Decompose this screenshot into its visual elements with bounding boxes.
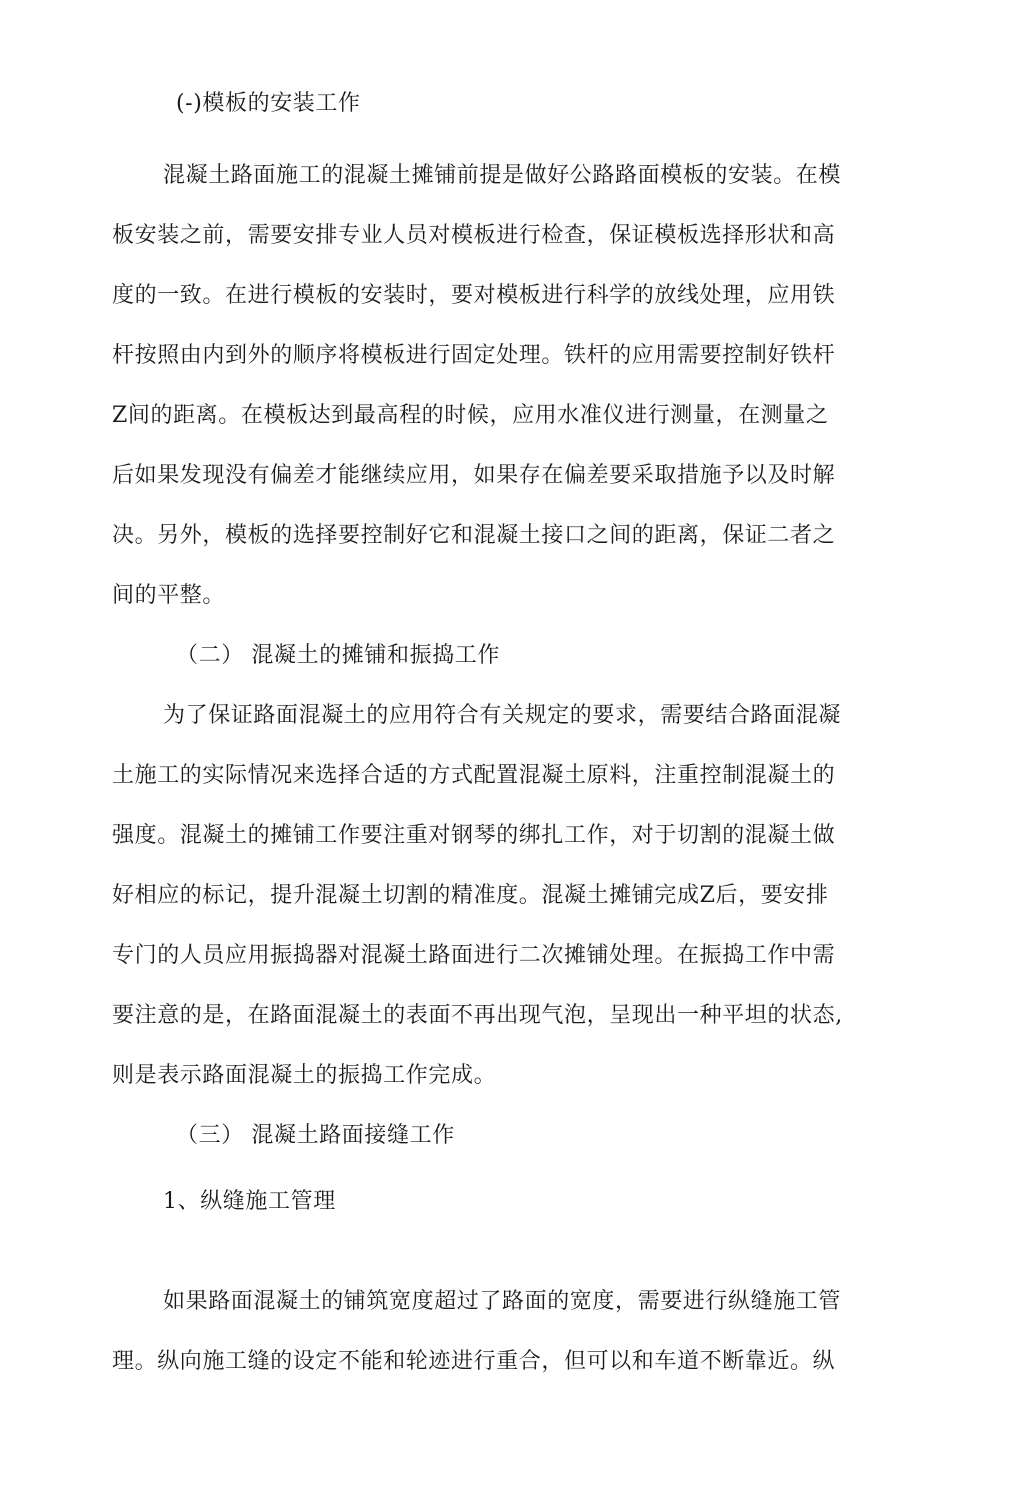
paragraph-line: 度的一致。在进行模板的安装时，要对模板进行科学的放线处理，应用铁 (112, 283, 836, 308)
paragraph-line: 间的平整。 (112, 583, 226, 608)
paragraph-line: 则是表示路面混凝土的振捣工作完成。 (112, 1063, 497, 1088)
paragraph-line: 强度。混凝土的摊铺工作要注重对钢琴的绑扎工作，对于切割的混凝土做 (112, 823, 836, 848)
subsection-heading-longitudinal: 1、纵缝施工管理 (163, 1189, 336, 1214)
section-heading-joints: （三） 混凝土路面接缝工作 (176, 1123, 455, 1148)
paragraph-line: 决。另外，模板的选择要控制好它和混凝土接口之间的距离，保证二者之 (112, 523, 836, 548)
paragraph-line: 专门的人员应用振捣器对混凝土路面进行二次摊铺处理。在振捣工作中需 (112, 943, 836, 968)
section-heading-formwork: (-)模板的安装工作 (176, 91, 361, 116)
section-heading-paving: （二） 混凝土的摊铺和振捣工作 (176, 643, 500, 668)
paragraph-line: 好相应的标记，提升混凝土切割的精准度。混凝土摊铺完成Z后，要安排 (112, 883, 829, 908)
paragraph-line: 杆按照由内到外的顺序将模板进行固定处理。铁杆的应用需要控制好铁杆 (112, 343, 836, 368)
paragraph-line: 如果路面混凝土的铺筑宽度超过了路面的宽度，需要进行纵缝施工管 (163, 1289, 842, 1314)
paragraph-line: 要注意的是，在路面混凝土的表面不再出现气泡，呈现出一种平坦的状态, (112, 1003, 843, 1028)
paragraph-line: 后如果发现没有偏差才能继续应用，如果存在偏差要采取措施予以及时解 (112, 463, 836, 488)
paragraph-line: 理。纵向施工缝的设定不能和轮迹进行重合，但可以和车道不断靠近。纵 (112, 1349, 836, 1374)
paragraph-line: Z间的距离。在模板达到最高程的时候，应用水准仪进行测量，在测量之 (112, 403, 829, 428)
paragraph-line: 为了保证路面混凝土的应用符合有关规定的要求，需要结合路面混凝 (163, 703, 842, 728)
paragraph-line: 混凝土路面施工的混凝土摊铺前提是做好公路路面模板的安装。在模 (163, 163, 842, 188)
paragraph-line: 板安装之前，需要安排专业人员对模板进行检查，保证模板选择形状和高 (112, 223, 836, 248)
paragraph-line: 土施工的实际情况来选择合适的方式配置混凝土原料，注重控制混凝土的 (112, 763, 836, 788)
